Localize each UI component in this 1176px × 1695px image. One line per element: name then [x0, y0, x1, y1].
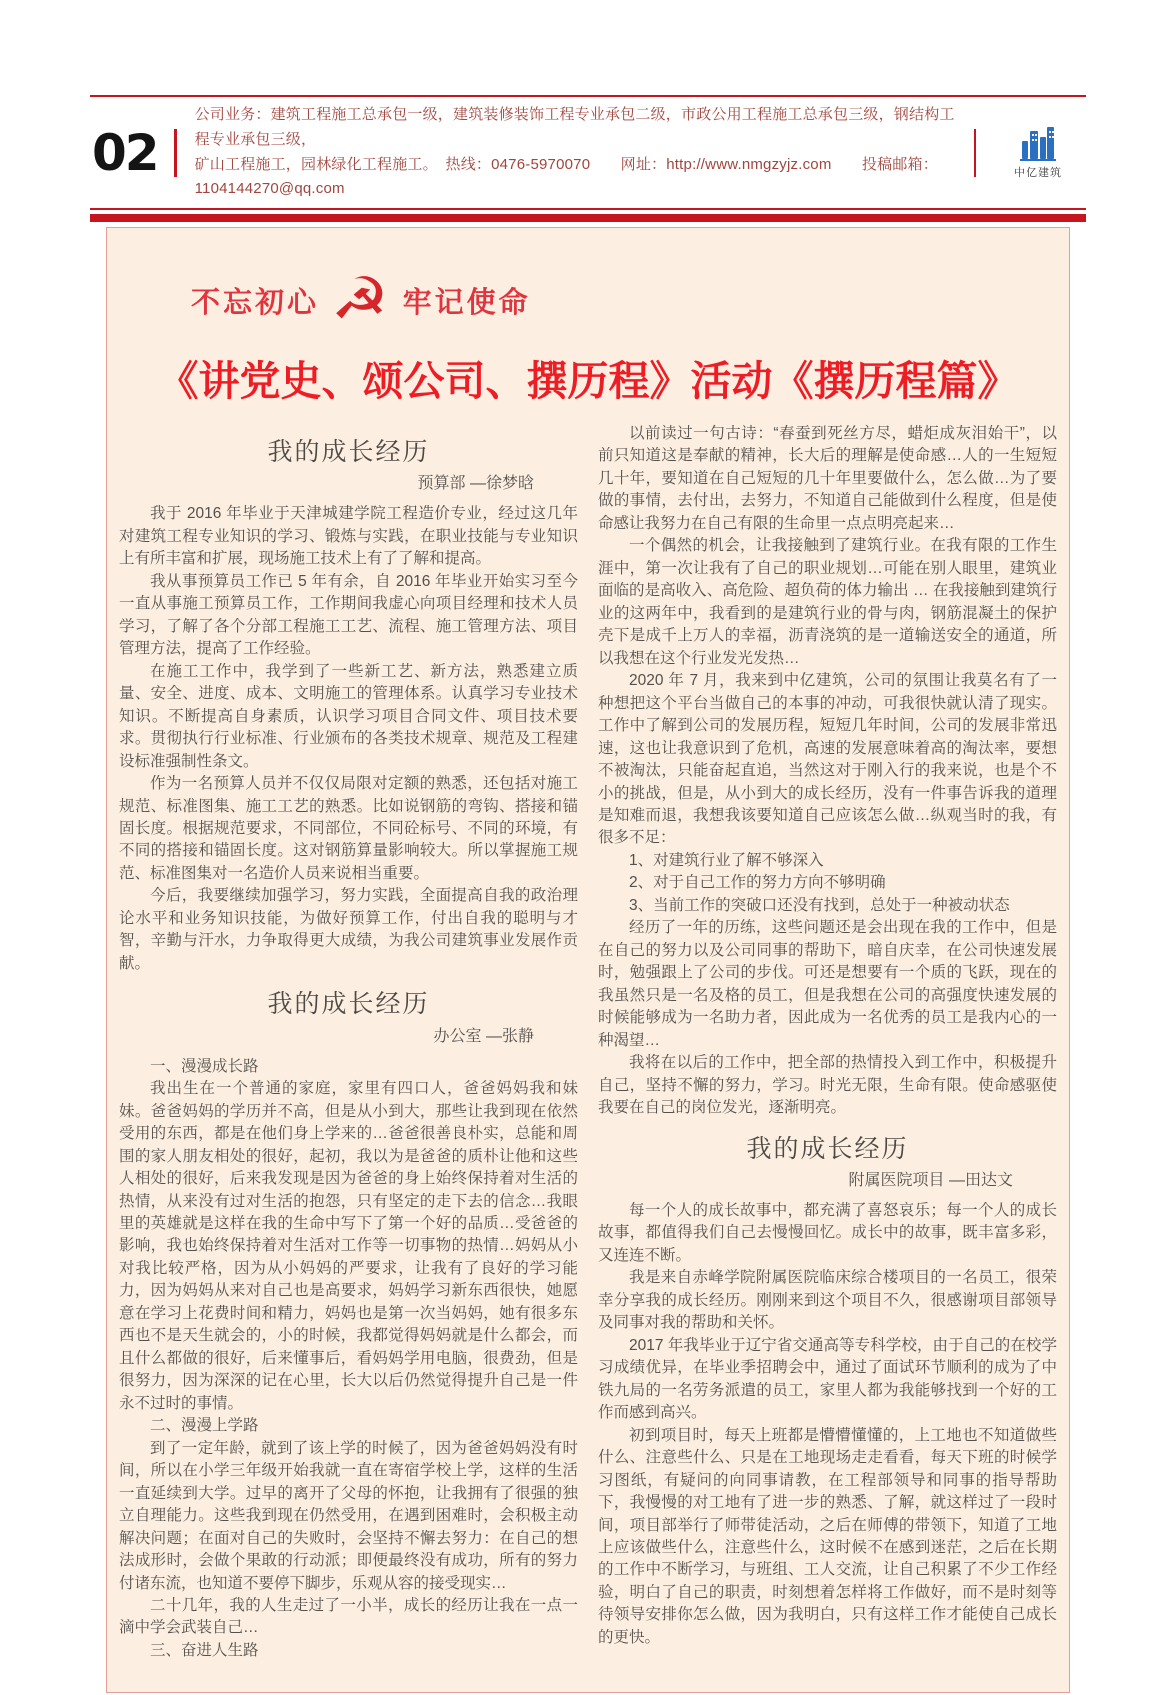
business-line-1: 公司业务：建筑工程施工总承包一级，建筑装修装饰工程专业承包二级，市政公用工程施工总承包三级，钢结构工程专业承包三级，: [194, 106, 955, 148]
company-logo-name: 中亿建筑: [1014, 167, 1062, 179]
article-title: 我的成长经历: [267, 990, 430, 1019]
list-item: 2、对于自己工作的努力方向不够明确: [629, 874, 886, 892]
section-subhead: 二、漫漫上学路: [150, 1417, 259, 1435]
paragraph: 2020 年 7 月，我来到中亿建筑，公司的氛围让我莫名有了一种想把这个平台当做自己的本事的冲动，可我很快就认清了现实。工作中了解到公司的发展历程，短短几年时间，公司的发展非常迅速，这也让我意识到了危机，高速的发展意味着高的淘汰率，要想不被淘汰，只能奋起直追，当然这对于刚入行的我来说，也是个不小的挑战，但是，从小到大的成长经历，没有一件事告诉我的道理是知难而退，我想我该要知道自己应该怎么做…纵观当时的我，有很多不足：: [598, 672, 1057, 847]
paragraph: 2017 年我毕业于辽宁省交通高等专科学校，由于自己的在校学习成绩优异，在毕业季招聘会中，通过了面试环节顺利的成为了中铁九局的一名劳务派遣的员工，家里人都为我能够找到一个好的工作而感到高兴。: [598, 1336, 1057, 1422]
header-rule-thick: [90, 214, 1086, 222]
paragraph: 二十几年，我的人生走过了一小半，成长的经历让我在一点一滴中学会武装自己…: [119, 1596, 578, 1637]
building-icon: [1018, 125, 1058, 163]
paragraph: 一个偶然的机会，让我接触到了建筑行业。在我有限的工作生涯中，第一次让我有了自己的职业规划…可能在别人眼里，建筑业面临的是高收入、高危险、超负荷的体力输出 … 在我接触到建筑行业的这两年中，我看到的是建筑行业的骨与肉，钢筋混凝土的保护壳下是成千上万人的幸福，沥青浇筑的是一道输送安全的通道，所以我想在这个行业发光发热…: [598, 537, 1057, 667]
content-panel: [106, 227, 1070, 1693]
list-item: 3、当前工作的突破口还没有找到，总处于一种被动状态: [629, 896, 1010, 914]
page-number: 02: [92, 123, 158, 182]
header-rule-thin: [90, 208, 1086, 210]
business-line-2: 矿山工程施工，园林绿化工程施工。 热线：0476-5970070 网址：http://www.nmgzyjz.com 投稿邮箱：1104144270@qq.com: [194, 155, 938, 198]
column-right: [598, 423, 1057, 1662]
masthead: [90, 95, 1086, 208]
party-emblem-icon: ☭: [328, 259, 394, 340]
paragraph: 今后，我要继续加强学习，努力实践，全面提高自我的政治理论水平和业务知识技能，为做好预算工作，付出自我的聪明与才智，辛勤与汗水，力争取得更大成绩，为我公司建筑事业发展作贡献。: [119, 887, 578, 972]
article-byline: 办公室 —张静: [433, 1027, 534, 1045]
newspaper-page: [0, 95, 1176, 1695]
logo-divider: [974, 129, 976, 177]
paragraph: 作为一名预算人员并不仅仅局限对定额的熟悉，还包括对施工规范、标准图集、施工工艺的熟悉。比如说钢筋的弯钩、搭接和锚固长度。根据规范要求，不同部位，不同砼标号、不同的环境，有不同的搭接和锚固长度。这对钢筋算量影响较大。所以掌握施工规范、标准图集对一名造价人员来说相当重要。: [119, 775, 578, 882]
paragraph: 到了一定年龄，就到了该上学的时候了，因为爸爸妈妈没有时间，所以在小学三年级开始我就一直在寄宿学校上学，这样的生活一直延续到大学。过早的离开了父母的怀抱，让我拥有了很强的独立自理能力。这些我到现在仍然受用，在遇到困难时，会积极主动解决问题；在面对自己的失败时，会坚持不懈去努力：在自己的想法成形时，会做个果敢的行动派；即便最终没有成功，所有的努力付诸东流，也知道不要停下脚步，乐观从容的接受现实…: [119, 1439, 578, 1592]
slogan-right: 牢记使命: [402, 286, 531, 319]
article-byline: 预算部 —徐梦晗: [417, 475, 534, 493]
article-title: 我的成长经历: [746, 1134, 909, 1163]
article-columns: [119, 423, 1057, 1662]
masthead-divider: [174, 129, 177, 177]
slogan-left: 不忘初心: [191, 286, 320, 319]
section-subhead: 三、奋进人生路: [150, 1641, 259, 1659]
column-left: [119, 423, 578, 1662]
section-subhead: 一、漫漫成长路: [150, 1057, 259, 1075]
paragraph: 我于 2016 年毕业于天津城建学院工程造价专业，经过这几年对建筑工程专业知识的学习、锻炼与实践，在职业技能与专业知识上有所丰富和扩展，现场施工技术上有了了解和提高。: [119, 505, 578, 568]
paragraph: 每一个人的成长故事中，都充满了喜怒哀乐；每一个人的成长故事，都值得我们自己去慢慢回忆。成长中的故事，既丰富多彩，又连连不断。: [598, 1201, 1057, 1264]
company-logo: [990, 125, 1086, 180]
activity-main-title: 《讲党史、颂公司、撰历程》活动《撰历程篇》: [157, 357, 1019, 405]
article-title: 我的成长经历: [267, 438, 430, 466]
paragraph: 我将在以后的工作中，把全部的热情投入到工作中，积极提升自己，坚持不懈的努力，学习。时光无限，生命有限。使命感驱使我要在自己的岗位发光，逐渐明亮。: [598, 1054, 1057, 1117]
paragraph: 经历了一年的历练，这些问题还是会出现在我的工作中，但是在自己的努力以及公司同事的帮助下，暗自庆幸，在公司快速发展时，勉强跟上了公司的步伐。可还是想要有一个质的飞跃，现在的我虽然只是一名及格的员工，但是我想在公司的高强度快速发展的时候能够成为一名助力者，因此成为一名优秀的员工是我内心的一种渴望…: [598, 919, 1057, 1049]
paragraph: 我是来自赤峰学院附属医院临床综合楼项目的一名员工，很荣幸分享我的成长经历。刚刚来到这个项目不久，很感谢项目部领导及同事对我的帮助和关怀。: [598, 1269, 1057, 1332]
paragraph: 在施工工作中，我学到了一些新工艺、新方法，熟悉建立质量、安全、进度、成本、文明施工的管理体系。认真学习专业技术知识。不断提高自身素质，认识学习项目合同文件、项目技术要求。贯彻执行行业标准、行业颁布的各类技术规章、规范及工程建设标准强制性条文。: [119, 662, 578, 770]
paragraph: 初到项目时，每天上班都是懵懵懂懂的，上工地也不知道做些什么、注意些什么、只是在工地现场走走看看，每天下班的时候学习图纸，有疑问的向同事请教，在工程部领导和同事的指导帮助下，我慢慢的对工地有了进一步的熟悉、了解，就这样过了一段时间，项目部举行了师带徒活动，之后在师傅的带领下，知道了工地上应该做些什么，注意些什么，这时候不在感到迷茫，之后在长期的工作中不断学习，与班组、工人交流，让自己积累了不少工作经验，明白了自己的职责，时刻想着怎样将工作做好，而不是时刻等待领导安排你怎么做，因为我明白，只有这样工作才能使自己成长的更快。: [598, 1426, 1057, 1646]
paragraph: 我从事预算员工作已 5 年有余，自 2016 年毕业开始实习至今一直从事施工预算员工作，工作期间我虚心向项目经理和技术人员学习，了解了各个分部工程施工工艺、流程、施工管理方法、项目管理方法，提高了工作经验。: [119, 572, 578, 658]
company-business-text: [195, 103, 960, 202]
paragraph: 以前读过一句古诗：“春蚕到死丝方尽，蜡炬成灰泪始干”，以前只知道这是奉献的精神，长大后的理解是使命感…人的一生短短几十年，要知道在自己短短的几十年里要做什么，怎么做…为了要做的事情，去付出，去努力，不知道自己能做到什么程度，但是使命感让我努力在自己有限的生命里一点点明亮起来…: [598, 425, 1057, 532]
article-byline: 附属医院项目 —田达文: [848, 1171, 1013, 1189]
list-item: 1、对建筑行业了解不够深入: [629, 851, 824, 869]
party-banner: [119, 259, 1057, 340]
paragraph: 我出生在一个普通的家庭，家里有四口人，爸爸妈妈我和妹妹。爸爸妈妈的学历并不高，但是从小到大，那些让我到现在依然受用的东西，都是在他们身上学来的…爸爸很善良朴实，总能和周围的家人朋友相处的很好，起初，我以为是爸爸的质朴让他和这些人相处的很好，后来我发现是因为爸爸的身上始终保持着对生活的热情，从来没有过对生活的抱怨，只有坚定的走下去的信念…我眼里的英雄就是这样在我的生命中写下了第一个好的品质…受爸爸的影响，我也始终保持着对生活对工作等一切事物的热情…妈妈从小对我比较严格，因为从小妈妈的严要求，让我有了良好的学习能力，因为妈妈从来对自己也是高要求，妈妈学习新东西很快，她愿意在学习上花费时间和精力，妈妈也是第一次当妈妈，她有很多东西也不是天生就会的，小的时候，我都觉得妈妈就是什么都会，而且什么都做的很好，后来懂事后，看妈妈学用电脑，很费劲，但是很努力，因为深深的记在心里，长大以后仍然觉得提升自己是一件永不过时的事情。: [119, 1080, 578, 1412]
